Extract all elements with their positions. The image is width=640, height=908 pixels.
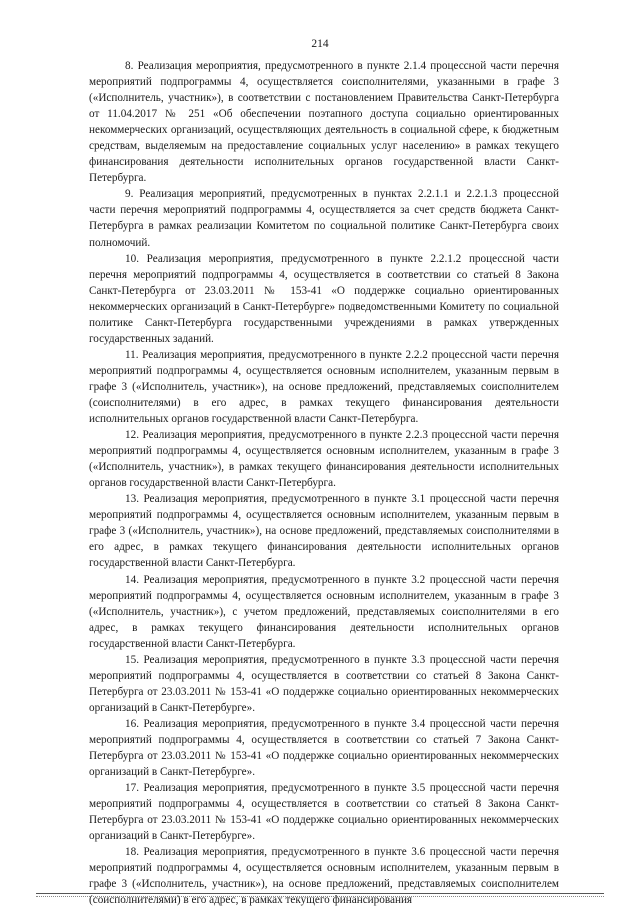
paragraph-15: 15. Реализация мероприятия, предусмотренного в пункте 3.3 процессной части перечня мероприятий подпрограммы 4, осуществляется в соответствии со статьей 8 Закона Санкт-Петербурга от 23.03.2011 № 153-41 «О поддержке социально ориентированных некоммерческих организаций в Санкт-Петербурге». xyxy=(89,653,559,714)
paragraph-12: 12. Реализация мероприятия, предусмотренного в пункте 2.2.3 процессной части перечня мероприятий подпрограммы 4, осуществляется основным исполнителем, указанным в графе 3 («Исполнитель, участник»), в рамках текущего финансирования деятельности исполнительных органов государственной власти Санкт-Петербурга. xyxy=(89,429,559,490)
paragraph-16: 16. Реализация мероприятия, предусмотренного в пункте 3.4 процессной части перечня мероприятий подпрограммы 4, осуществляется в соответствии со статьей 7 Закона Санкт-Петербурга от 23.03.2011 № 153-41 «О поддержке социально ориентированных некоммерческих организаций в Санкт-Петербурге». xyxy=(89,717,559,779)
paragraph-14: 14. Реализация мероприятия, предусмотренного в пункте 3.2 процессной части перечня мероприятий подпрограммы 4, осуществляется основным исполнителем, указанным в графе 3 («Исполнитель, участник»), с учетом предложений, представляемых соисполнителями в его адрес, в рамках текущего финансирования деятельности исполнительных органов государственной власти Санкт-Петербурга. xyxy=(89,573,559,650)
paragraph-17: 17. Реализация мероприятия, предусмотренного в пункте 3.5 процессной части перечня мероприятий подпрограммы 4, осуществляется в соответствии со статьей 8 Закона Санкт-Петербурга от 23.03.2011 № 153-41 «О поддержке социально ориентированных некоммерческих организаций в Санкт-Петербурге». xyxy=(89,782,559,843)
paragraph-10: 10. Реализация мероприятия, предусмотренного в пункте 2.2.1.2 процессной части перечня мероприятий подпрограммы 4, осуществляется в соответствии со статьей 8 Закона Санкт-Петербурга от 23.03.2011 № 153-41 «О поддержке социально ориентированных некоммерческих организаций в Санкт-Петербурге» подведомственными Комитету по социальной политике Санкт-Петербурга государственными учреждениями в рамках утвержденных государственных заданий. xyxy=(89,252,559,345)
document-body xyxy=(89,58,559,908)
paragraph-9: 9. Реализация мероприятий, предусмотренных в пунктах 2.2.1.1 и 2.2.1.3 процессной части перечня мероприятий подпрограммы 4, осуществляется за счет средств бюджета Санкт-Петербурга в рамках реализации Комитетом по социальной политике Санкт-Петербурга своих полномочий. xyxy=(89,188,559,249)
paragraph-11: 11. Реализация мероприятия, предусмотренного в пункте 2.2.2 процессной части перечня мероприятий подпрограммы 4, осуществляется основным исполнителем, указанным первым в графе 3 («Исполнитель, участник»), на основе предложений, представляемых соисполнителем (соисполнителями) в его адрес, в рамках текущего финансирования деятельности исполнительных органов государственной власти Санкт-Петербурга. xyxy=(89,348,559,426)
scan-edge-dotted-line xyxy=(36,896,604,897)
scan-edge-line xyxy=(36,893,604,894)
paragraph-13: 13. Реализация мероприятия, предусмотренного в пункте 3.1 процессной части перечня мероприятий подпрограммы 4, осуществляется основным исполнителем, указанным первым в графе 3 («Исполнитель, участник»), на основе предложений, представляемых соисполнителями в его адрес, в рамках текущего финансирования деятельности исполнительных органов государственной власти Санкт-Петербурга. xyxy=(89,493,559,570)
page-number: 214 xyxy=(311,38,329,50)
paragraph-18: 18. Реализация мероприятия, предусмотренного в пункте 3.6 процессной части перечня мероприятий подпрограммы 4, осуществляется основным исполнителем, указанным первым в графе 3 («Исполнитель, участник»), на основе предложений, представляемых соисполнителем (соисполнителями) в его адрес, в рамках текущего финансирования xyxy=(89,846,559,907)
paragraph-8: 8. Реализация мероприятия, предусмотренного в пункте 2.1.4 процессной части перечня мероприятий подпрограммы 4, осуществляется соисполнителями, указанными в графе 3 («Исполнитель, участник»), в соответствии с постановлением Правительства Санкт-Петербурга от 11.04.2017 № 251 «Об обеспечении поэтапного доступа социально ориентированных некоммерческих организаций, осуществляющих деятельность в социальной сфере, к бюджетным средствам, выделяемым на предоставление социальных услуг населению» в рамках текущего финансирования деятельности исполнительных органов государственной власти Санкт-Петербурга. xyxy=(89,60,559,185)
